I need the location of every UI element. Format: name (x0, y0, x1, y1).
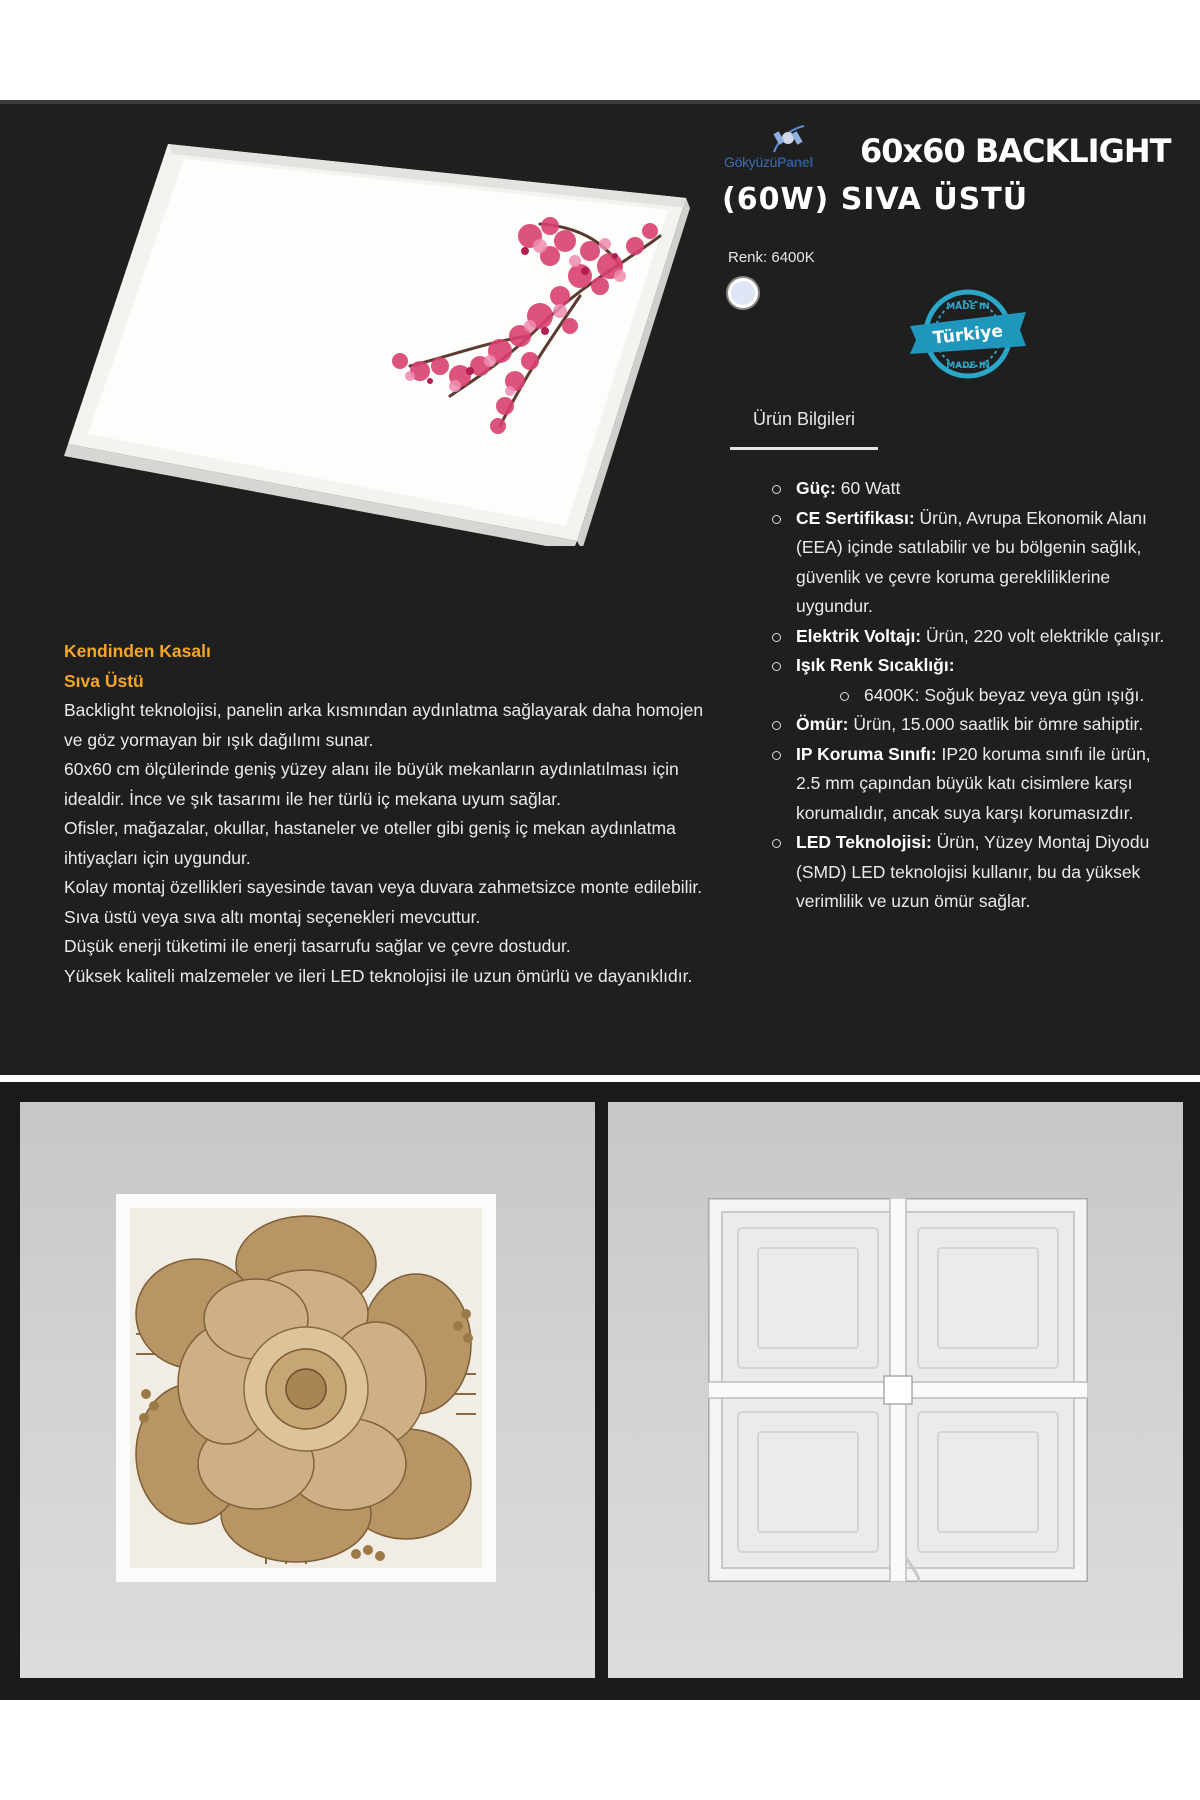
spec-item (772, 474, 1172, 504)
made-in-seal-icon (908, 284, 1028, 384)
hero-product-image (60, 126, 690, 546)
badge-top-text: MADE IN (946, 302, 990, 312)
color-swatch-6400k[interactable] (728, 278, 758, 308)
made-in-turkiye-badge (908, 284, 1028, 384)
spec-value: Ürün, Avrupa Ekonomik Alanı (EEA) içinde satılabilir ve bu bölgenin sağlık, güvenlik ve çevre koruma gerekliliklerine uygundur. (796, 507, 1147, 616)
spec-value: Ürün, 15.000 saatlik bir ömre sahiptir. (848, 714, 1144, 734)
gallery-image-back (608, 1102, 1183, 1678)
description-paragraph: Yüksek kaliteli malzemeler ve ileri LED teknolojisi ile uzun ömürlü ve dayanıklıdır. (64, 965, 693, 986)
description-heading-2: Sıva Üstü (64, 670, 144, 691)
badge-main-text: Türkiye (931, 321, 1004, 349)
spec-value: IP20 koruma sınıfı ile ürün, 2.5 mm çapından büyük katı cisimlere karşı korumalıdır, ancak suya karşı korumasızdır. (796, 743, 1151, 823)
badge-bottom-text: MADE IN (946, 361, 990, 371)
color-label: Renk: 6400K (728, 249, 815, 266)
description-paragraph: Kolay montaj özellikleri sayesinde tavan veya duvara zahmetsizce monte edilebilir. Sıva üstü veya sıva altı montaj seçenekleri mevcuttur. (64, 877, 703, 927)
description-paragraph: Düşük enerji tüketimi ile enerji tasarrufu sağlar ve çevre dostudur. (64, 936, 571, 956)
product-description (64, 637, 704, 991)
spec-label: Güç: (796, 478, 836, 498)
spec-item (772, 681, 1172, 711)
spec-item (772, 710, 1172, 740)
product-title-line1: 60x60 BACKLIGHT (860, 132, 1171, 170)
spec-value: Ürün, Yüzey Montaj Diyodu (SMD) LED teknolojisi kullanır, bu da yüksek verimlilik ve uzun ömür sağlar. (796, 832, 1150, 911)
spec-label: LED Teknolojisi: (796, 832, 932, 852)
product-info-section (0, 100, 1200, 1075)
brand-logo (718, 118, 868, 188)
blossom-panel-illustration (60, 126, 690, 546)
tab-urun-bilgileri[interactable]: Ürün Bilgileri (730, 404, 878, 450)
spec-item (772, 622, 1172, 652)
description-paragraph: Backlight teknolojisi, panelin arka kısmından aydınlatma sağlayarak daha homojen ve göz yormayan bir ışık dağılımı sunar. (64, 700, 704, 750)
description-paragraph: 60x60 cm ölçülerinde geniş yüzey alanı ile büyük mekanların aydınlatılması için idealdir. İnce ve şık tasarımı ile her türlü iç mekana uyum sağlar. (64, 759, 679, 809)
brand-name-part1: Gökyüzü (724, 154, 778, 170)
spec-item (772, 651, 1172, 681)
spec-label: Işık Renk Sıcaklığı: (796, 655, 955, 675)
spec-label: CE Sertifikası: (796, 507, 915, 528)
description-paragraph: Ofisler, mağazalar, okullar, hastaneler ve oteller gibi geniş iç mekan aydınlatma ihtiyaçları için uygundur. (64, 818, 676, 868)
spec-item (772, 740, 1172, 829)
spec-value: Ürün, 220 volt elektrikle çalışır. (921, 625, 1165, 646)
spec-value: 6400K: Soğuk beyaz veya gün ışığı. (864, 684, 1145, 705)
spec-item (772, 504, 1172, 622)
satellite-logo-icon (770, 122, 806, 156)
brand-name-part2: Panel (777, 154, 814, 170)
spec-value: 60 Watt (835, 478, 901, 498)
spec-label: Elektrik Voltajı: (796, 625, 922, 646)
spec-label: IP Koruma Sınıfı: (796, 743, 937, 764)
spec-label: Ömür: (796, 714, 849, 734)
panel-back-illustration (708, 1198, 1088, 1582)
description-heading-1: Kendinden Kasalı (64, 641, 211, 661)
brand-name (724, 154, 813, 170)
product-title-line2: (60W) SIVA ÜSTÜ (722, 182, 1029, 217)
spec-list (772, 474, 1172, 917)
product-gallery-section (0, 1082, 1200, 1700)
gallery-image-front (20, 1102, 595, 1678)
gold-flower-panel-illustration (116, 1194, 496, 1582)
spec-item (772, 828, 1172, 917)
